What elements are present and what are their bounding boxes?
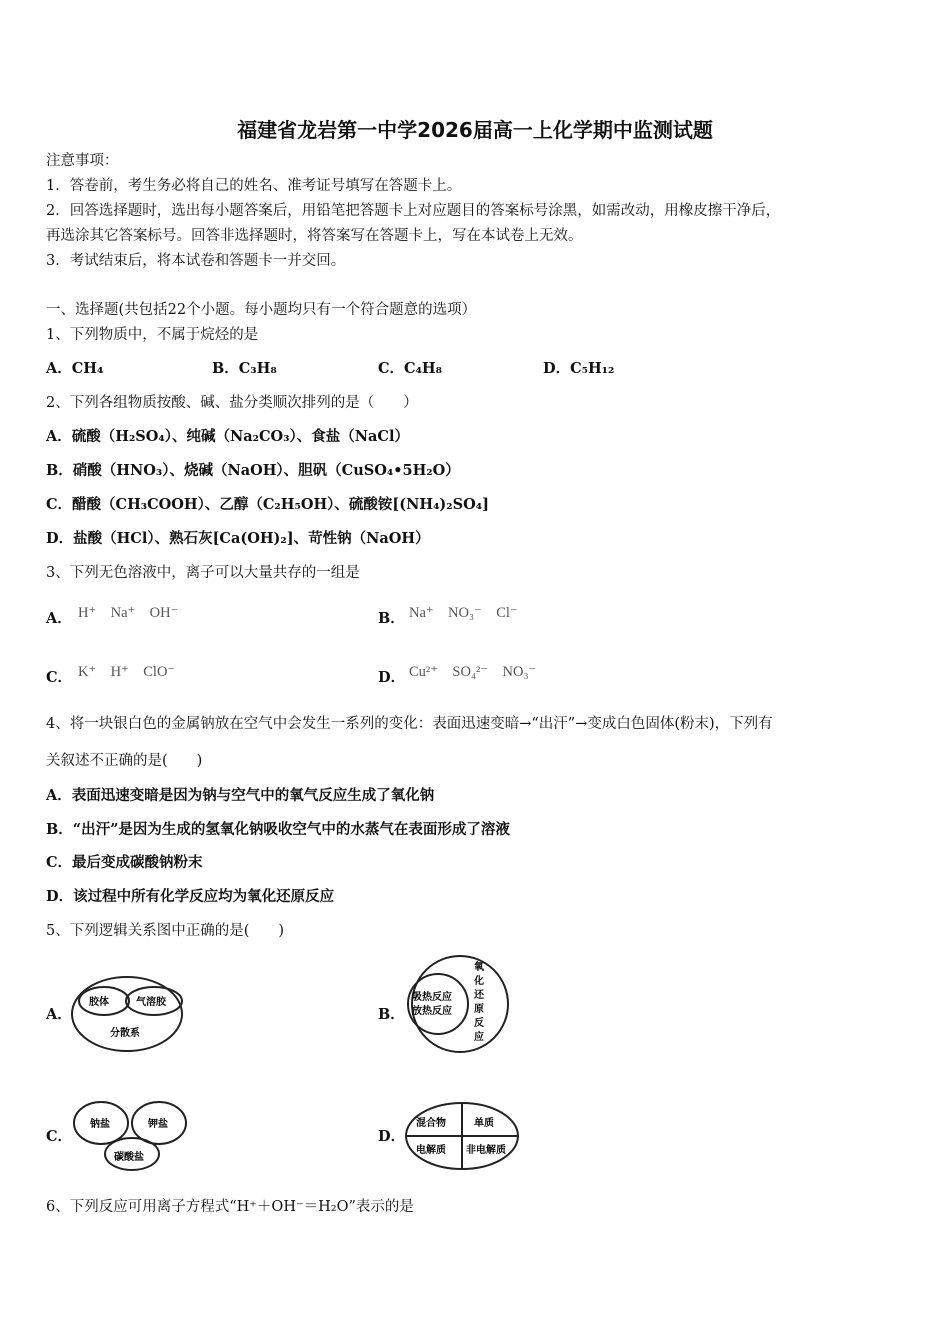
- q6-stem: 6、下列反应可用离子方程式“H⁺＋OH⁻＝H₂O”表示的是: [46, 1199, 414, 1215]
- notice-item-2a: 2．回答选择题时，选出每小题答案后，用铅笔把答题卡上对应题目的答案标号涂黑，如需改动，用橡皮擦干净后，: [46, 203, 781, 219]
- q3-option-c-label: C．: [46, 669, 73, 686]
- q4-option-b: B．“出汗”是因为生成的氢氧化钠吸收空气中的水蒸气在表面形成了溶液: [46, 821, 510, 838]
- q3-option-b-label: B．: [378, 610, 405, 627]
- q2-option-d: D．盐酸（HCl）、熟石灰[Ca(OH)₂]、苛性钠（NaOH）: [46, 530, 430, 547]
- diagram-b-char-6: 应: [474, 1032, 484, 1043]
- q5-option-b-label: B．: [378, 1006, 405, 1023]
- page-title: 福建省龙岩第一中学2026届高一上化学期中监测试题: [237, 118, 713, 142]
- notice-heading: 注意事项：: [46, 153, 119, 169]
- q3-option-d-ions: Cu²⁺ SO₄²⁻ NO₃⁻: [409, 664, 537, 680]
- q2-option-b: B．硝酸（HNO₃）、烧碱（NaOH）、胆矾（CuSO₄•5H₂O）: [46, 462, 460, 479]
- q1-option-d: D．C₅H₁₂: [543, 360, 615, 377]
- q5-stem: 5、下列逻辑关系图中正确的是( ): [46, 923, 285, 939]
- q3-option-a-ions: H⁺ Na⁺ OH⁻: [78, 605, 179, 621]
- q1-option-b: B．C₃H₈: [212, 360, 277, 377]
- q4-stem-line1: 4、将一块银白色的金属钠放在空气中会发生一系列的变化：表面迅速变暗→“出汗”→变成白色固体(粉末)，下列有: [46, 716, 773, 732]
- diagram-b-char-3: 还: [474, 990, 484, 1001]
- diagram-b-char-4: 原: [474, 1004, 484, 1015]
- q4-option-d: D．该过程中所有化学反应均为氧化还原反应: [46, 888, 335, 905]
- diagram-c-label-sodium-salt: 钠盐: [90, 1119, 110, 1130]
- diagram-d-label-mixture: 混合物: [416, 1118, 446, 1129]
- section-heading: 一、选择题(共包括22个小题。每小题均只有一个符合题意的选项）: [46, 302, 477, 318]
- q5-option-d-label: D．: [378, 1128, 406, 1145]
- q1-option-c: C．C₄H₈: [378, 360, 442, 377]
- q1-stem: 1、下列物质中，不属于烷烃的是: [46, 327, 259, 343]
- notice-item-1: 1．答卷前，考生务必将自己的姓名、准考证号填写在答题卡上。: [46, 178, 462, 194]
- q4-option-a: A．表面迅速变暗是因为钠与空气中的氧气反应生成了氧化钠: [46, 787, 435, 804]
- diagram-c-label-potassium-salt: 钾盐: [148, 1119, 168, 1130]
- q4-option-c: C．最后变成碳酸钠粉末: [46, 854, 203, 871]
- q5-diagram-d: [402, 1100, 526, 1176]
- q3-stem: 3、下列无色溶液中，离子可以大量共存的一组是: [46, 565, 360, 581]
- diagram-a-label-dispersion: 分散系: [110, 1028, 140, 1039]
- diagram-d-label-nonelectrolyte: 非电解质: [466, 1145, 506, 1156]
- q3-option-c-ions: K⁺ H⁺ ClO⁻: [78, 664, 176, 680]
- diagram-a-label-aerosol: 气溶胶: [136, 997, 166, 1008]
- notice-item-3: 3．考试结束后，将本试卷和答题卡一并交回。: [46, 253, 346, 269]
- diagram-a-label-colloid: 胶体: [89, 997, 109, 1008]
- notice-item-2b: 再选涂其它答案标号。回答非选择题时，将答案写在答题卡上，写在本试卷上无效。: [46, 228, 583, 244]
- q3-option-d-label: D．: [378, 669, 406, 686]
- q5-option-c-label: C．: [46, 1128, 73, 1145]
- q2-option-c: C．醋酸（CH₃COOH）、乙醇（C₂H₅OH）、硫酸铵[(NH₄)₂SO₄]: [46, 496, 489, 513]
- diagram-b-label-exothermic: 放热反应: [412, 1006, 452, 1017]
- diagram-c-label-carbonate: 碳酸盐: [114, 1152, 144, 1163]
- diagram-b-char-1: 氧: [474, 962, 484, 973]
- q2-option-a: A．硫酸（H₂SO₄）、纯碱（Na₂CO₃）、食盐（NaCl）: [46, 428, 409, 445]
- diagram-d-label-element: 单质: [474, 1118, 494, 1129]
- q1-option-a: A．CH₄: [46, 360, 104, 377]
- q3-option-a-label: A．: [46, 610, 72, 627]
- q2-stem: 2、下列各组物质按酸、碱、盐分类顺次排列的是（ ）: [46, 395, 418, 411]
- q5-diagram-c: [70, 1098, 190, 1174]
- q3-option-b-ions: Na⁺ NO₃⁻ Cl⁻: [409, 605, 518, 621]
- diagram-b-char-2: 化: [474, 976, 484, 987]
- q5-option-a-label: A．: [46, 1006, 72, 1023]
- q4-stem-line2: 关叙述不正确的是( ): [46, 753, 203, 769]
- diagram-b-char-5: 反: [474, 1018, 484, 1029]
- q5-diagram-a: [70, 974, 190, 1054]
- q5-diagram-b: [402, 954, 522, 1054]
- diagram-d-label-electrolyte: 电解质: [416, 1145, 446, 1156]
- diagram-b-label-endothermic: 吸热反应: [412, 992, 452, 1003]
